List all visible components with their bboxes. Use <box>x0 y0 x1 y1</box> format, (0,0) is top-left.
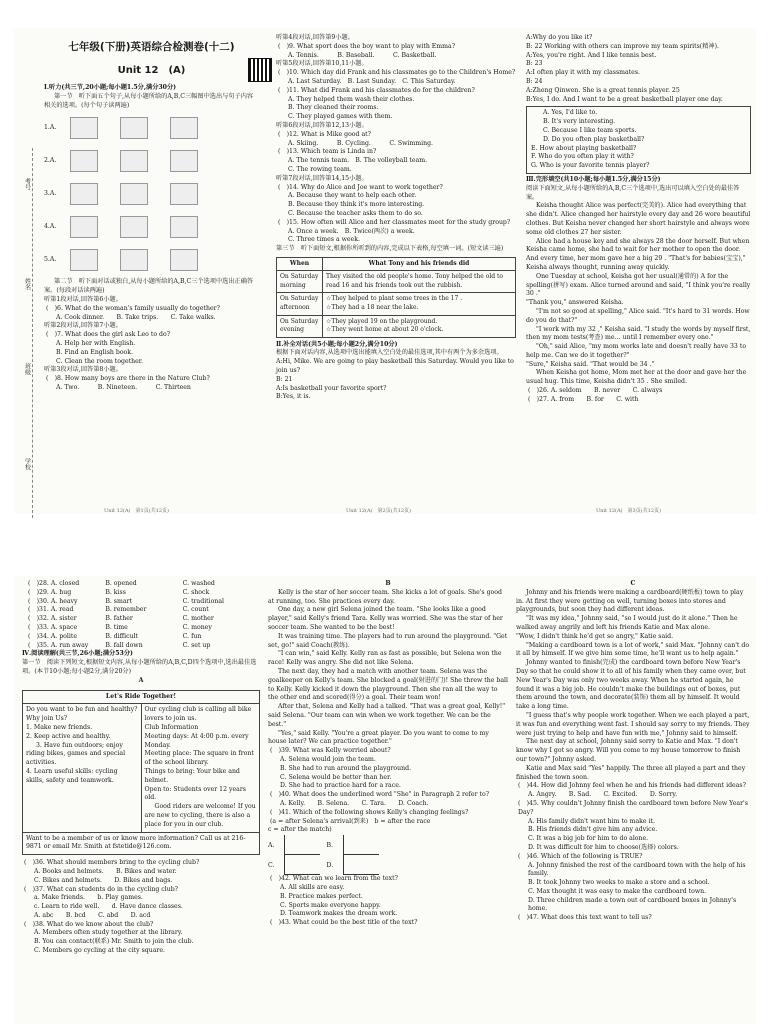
option-line: A. Yes, I'd like to. <box>543 109 598 117</box>
question-line: 听第7段对话,回答第14,15小题。 <box>276 174 368 182</box>
graph-option <box>268 842 326 849</box>
table-line: They visited the old people's home. Tony helped the old to read 16 and his friends took out the rubbish. <box>326 273 504 289</box>
column-1: 七年级(下册)英语综合检测卷(十二) Unit 12 (A) Ⅰ.听力(共三节,20小题;每小题1.5分,满分30分) 第一节 听下面五个句子,从每小题所给的A,B,C三幅图中选出与句子内容相关的选项。(每个句子读两遍) 1.A. 2.A. 3.A. 4.A. 5.A. 第二节 听下面对话或独白,从每小题所给的A,B,C三个选项中选出正确答案。(每段对话读两遍) 听第1段对话,回答第6小题。 ( )6. What do the woman's family usually do together? A. Cook dinner. B. Take trips. C. Take walks. 听第2段对话,回答第7小题。 ( )7. What does the girl ask Leo to do? A. Help her with English. B. Find an English book. C. Clean the room together. 听第3段对话,回答第8小题。 ( )8. How many boys are there in the Nature Club? A. Two. B. Nineteen. C. Thirteen Unit 12(A) 第1页(共12页) <box>44 34 259 393</box>
table-cell <box>323 271 516 293</box>
advert-line: Club Information <box>144 723 199 731</box>
feeling-graph-image <box>284 835 320 855</box>
advert-line: Our cycling club is calling all bike lovers to join us. <box>144 706 252 723</box>
passage-line: (a = after Selena's arrival(到来) b = after the race <box>270 817 431 825</box>
option-text: C. traditional <box>182 597 225 605</box>
question-number: 3.A. <box>44 190 57 198</box>
passage-line: B. His friends didn't give him any advice. <box>528 826 658 834</box>
passage-line: A. Johnny finished the rest of the cardboard town with the help of his family. <box>528 861 746 878</box>
passage-line: 阅读下面短文,从每小题所给的A,B,C三个选项中,选出可以填入空白处的最佳答案。 <box>526 184 740 201</box>
dialogue-line: B: 24 <box>526 77 543 85</box>
option-text: B. smart <box>105 597 132 605</box>
illustration-image <box>120 216 148 238</box>
advert-line: 3. Have fun outdoors; enjoy riding bikes, games and special activities. <box>26 741 126 767</box>
option-text: B. difficult <box>105 632 139 640</box>
passage-line: ( )39. What was Kelly worried about? <box>270 747 391 755</box>
dialogue-line: A:Yes, you're right. And I like tennis best. <box>526 51 657 59</box>
passage-line: C. Max thought it was easy to make the cardboard town. <box>528 887 707 895</box>
passage-line: B <box>385 580 391 587</box>
cloze-option-row <box>28 598 260 607</box>
passage-line: c = after the match) <box>268 826 332 834</box>
dialogue-line: 根据下面对话内容,从选项中选出能填入空白处的最佳选项,其中有两个为多余选项。 <box>276 349 503 357</box>
question-line: A. Tennis. B. Baseball. C. Basketball. <box>288 51 437 59</box>
passage-line: D. Three children made a town out of cardboard boxes in Johnny's home. <box>528 896 737 913</box>
picture-question-row <box>44 179 259 209</box>
graph-label: D. <box>326 861 334 869</box>
question-line: ( )43. What could be the best title of the text? <box>270 919 418 927</box>
advert-line: Things to bring: Your bike and helmet. <box>144 767 240 784</box>
question-line: ( )37. What can students do in the cycling club? <box>24 885 178 893</box>
instruction-line: Ⅳ.阅读理解(共三节,26小题;满分53分) <box>22 650 133 658</box>
advert-line: 2. Keep active and healthy. <box>26 732 111 740</box>
passage-line: D. She had to practice hard for a race. <box>280 782 401 790</box>
passage-line: ( )46. Which of the following is TRUE? <box>518 852 643 860</box>
column-2: 听第4段对话,回答第9小题。 ( )9. What sport does the boy want to play with Emma? A. Tennis. B. Baseball. C. Basketball. 听第5段对话,回答第10,11小题。 ( )10. Which day did Frank and his classmates go to the Children's Home? A. Last Saturday. B. Last Sunday. C. This Saturday. ( )11. What did Frank and his classmates do for the children? A. They helped them wash their clothes. B. They cleaned their rooms. C. They played games with them. 听第6段对话,回答第12,13小题。 ( )12. What is Mike good at? A. Skiing. B. Cycling. C. Swimming. ( )13. Which team is Linda in? A. The tennis team. B. The volleyball team. C. The rowing team. 听第7段对话,回答第14,15小题。 ( )14. Why do Alice and Joe want to work together? A. Because they want to help each other. B. Because they think it's more interesting. C. Because the teacher asks them to do so. ( )15. How often will Alice and her classmates meet for the study group? A. Once a week. B. Twice(两次) a week. C. Three times a week. 第三节 听下面短文,根据你所听到的内容,完成以下表格,每空填一词。(短文读三遍) When What Tony and his friends did On Saturday morning They visited the old people's home. Tony helped the old to read 16 and his friends took out the rubbish. On Saturday afternoon ☆They helped to plant some trees in the 17 . ☆They had a 18 near the lake. On Saturday evening ☆They played 19 on the playground. ☆They went home at about 20 o'clock. Ⅱ.补全对话(共5小题;每小题2分,满分10分) 根据下面对话内容,从选项中选出能填入空白处的最佳选项,其中有两个为多余选项。 A:Hi, Mike. We are going to play basketball this Saturday. Would you like to join us? B: 21 A:Is basketball your favorite sport? B:Yes, it is. Unit 12(A) 第2页(共12页) <box>276 34 516 514</box>
option-line: F. Who do you often play it with? <box>531 153 634 161</box>
question-line: ( )42. What can we learn from the text? <box>270 875 398 883</box>
question-line: A. They helped them wash their clothes. <box>288 95 415 103</box>
passage-line: "I'm not so good at spelling," Alice said. "It's hard to 31 words. How do you do that?" <box>526 307 750 324</box>
question-line: 听第4段对话,回答第9小题。 <box>276 34 354 41</box>
side-label: 班级 <box>23 363 31 375</box>
question-line: C. Sports make everyone happy. <box>280 901 381 909</box>
cloze-section <box>526 176 751 405</box>
question-line: ( )13. Which team is Linda in? <box>278 148 377 156</box>
page-title: 七年级(下册)英语综合检测卷(十二) <box>68 41 235 53</box>
unit-title: Unit 12 (A) <box>117 64 186 76</box>
question-line: 听第3段对话,回答第8小题。 <box>44 366 122 374</box>
section-instruction: 第二节 听下面对话或独白,从每小题所给的A,B,C三个选项中选出正确答案。(每段对话读两遍) <box>44 278 254 295</box>
option-text: B. fall down <box>105 641 143 649</box>
illustration-image <box>120 249 148 271</box>
picture-question-row <box>44 146 259 176</box>
illustration-image <box>120 183 148 205</box>
table-cell <box>323 315 516 337</box>
question-line: ( )14. Why do Alice and Joe want to work together? <box>278 183 443 191</box>
question-line: ( )36. What should members bring to the cycling club? <box>24 859 200 867</box>
option-line: B. It's very interesting. <box>543 118 616 126</box>
question-line: A. All skills are easy. <box>280 883 345 891</box>
question-line: B. Because they think it's more interesting. <box>288 201 425 209</box>
picture-questions <box>44 113 259 275</box>
advert-line: Why join Us? <box>26 715 68 723</box>
listening-table <box>276 257 516 338</box>
question-line: A. abc B. bcd C. abd D. acd <box>34 911 151 919</box>
passage-line: The next day at school, Johnny said sorry to Katie and Max. "I don't know why I got so angry. Will you come to my house tomorrow to finish our town?" Johnny asked. <box>516 738 741 763</box>
option-text: C. fun <box>182 632 202 640</box>
dialogue-line: Ⅱ.补全对话(共5小题;每小题2分,满分10分) <box>276 340 398 348</box>
illustration-image <box>170 216 198 238</box>
passage-line: Ⅲ.完形填空(共10小题;每小题1.5分,满分15分) <box>526 175 661 183</box>
passage-line: "I work with my 32 ," Keisha said. "I study the words by myself first, then my mom tests(考查) me… until I remember every one." <box>526 325 751 342</box>
listening-questions-2 <box>276 34 516 254</box>
passage-line: B. It took Johnny two weeks to make a store and a school. <box>528 879 710 887</box>
passage-line: C <box>630 580 636 587</box>
passage-label: A <box>138 676 144 684</box>
option-text: ( )35. A. run away <box>28 641 89 649</box>
illustration-image <box>120 150 148 172</box>
question-line: A. Last Saturday. B. Last Sunday. C. This Saturday. <box>288 77 456 85</box>
question-number: 1.A. <box>44 124 57 132</box>
passage-c <box>516 580 750 923</box>
dialogue-line: B: 21 <box>276 375 293 383</box>
passage-b-questions <box>268 875 508 928</box>
advert-line: Meeting days: At 4:00 p.m. every Monday. <box>144 732 249 749</box>
table-header: When <box>277 257 323 271</box>
graph-option <box>326 862 385 869</box>
passage-line: "Sure," Keisha said. "That would be 34 ." <box>526 360 655 368</box>
option-line: C. Because I like team sports. <box>543 126 637 134</box>
dialogue-section <box>276 341 516 403</box>
dialogue-line: B: 22 Working with others can improve my team spirits(精神). <box>526 42 719 50</box>
advert-title: Let's Ride Together! <box>23 691 259 705</box>
graph-option <box>326 842 385 849</box>
passage-line: Johnny and his friends were making a cardboard(硬纸板) town to play in. At first they were getting on well, turning boxes into stores and playgrounds, but soon they had different ideas. <box>516 588 744 614</box>
option-text: ( )32. A. sister <box>28 615 77 623</box>
instruction-line: 第一节 阅读下列短文,根据短文内容,从每小题所给的A,B,C,D四个选项中,选出最佳选项。(本节10小题;每小题2分,满分20分) <box>22 659 257 675</box>
question-line: C. Because the teacher asks them to do so. <box>288 209 423 217</box>
passage-line: "It was my idea," Johnny said, "so I would just do it alone." Then he walked away angrily and left his friends Katie and Max alone. <box>516 615 738 631</box>
question-number: 5.A. <box>44 256 57 264</box>
table-cell: On Saturday evening <box>277 315 323 337</box>
option-text: C. count <box>182 606 209 614</box>
passage-line: A. Angry. B. Sad. C. Excited. D. Sorry. <box>528 791 678 799</box>
cloze-option-row <box>28 615 260 624</box>
dialogue-line: A:Hi, Mike. We are going to play basketball this Saturday. Would you like to join us? <box>276 358 514 374</box>
question-line: 第三节 听下面短文,根据你所听到的内容,完成以下表格,每空填一词。(短文读三遍) <box>276 245 504 253</box>
graph-option <box>268 862 326 869</box>
question-line: D. Teamwork makes the dream work. <box>280 910 398 918</box>
feeling-graph-image <box>343 855 379 875</box>
question-line: C. They played games with them. <box>288 113 393 121</box>
passage-line: A. Kelly. B. Selena. C. Tara. D. Coach. <box>280 799 429 807</box>
question-line: ( )38. What do we know about the club? <box>24 920 154 928</box>
feeling-graph-image <box>284 855 320 875</box>
dialogue-line: A:Why do you like it? <box>526 34 593 41</box>
table-row <box>277 271 516 293</box>
option-line: G. Who is your favorite tennis player? <box>531 162 650 170</box>
side-label: 考号 <box>23 178 31 190</box>
passage-line: Johnny wanted to finish(完成) the cardboard town before New Year's Day so that he could show it to all of his family when they came over, but New Year's Day was only two weeks away. When he started again, he found it was a big job. He couldn't make the buildings out of boxes, put them around the town, and decorate(装饰) them all by himself. It would take a long time. <box>516 659 746 711</box>
illustration-image <box>70 117 98 139</box>
option-text: ( )29. A. hug <box>28 588 72 596</box>
question-line: ( )6. What do the woman's family usually do together? <box>46 304 220 312</box>
illustration-image <box>170 249 198 271</box>
dialogue-line: B: 23 <box>526 60 543 68</box>
table-line: ☆They helped to plant some trees in the 17 . <box>326 295 463 303</box>
question-line: B. They cleaned their rooms. <box>288 104 379 112</box>
illustration-image <box>120 117 148 139</box>
column-6 <box>516 580 750 923</box>
question-line: ( )9. What sport does the boy want to play with Emma? <box>278 42 456 50</box>
question-line: A. Help her with English. <box>56 340 136 348</box>
passage-line: "Yes," said Kelly. "You're a great player. Do you want to come to my house later? We can practice together." <box>268 729 489 746</box>
club-advert <box>22 690 260 856</box>
cloze-option-row <box>28 633 260 642</box>
dialogue-continued <box>526 34 751 104</box>
illustration-image <box>170 117 198 139</box>
question-line: ( )8. How many boys are there in the Nature Club? <box>46 375 210 383</box>
passage-line: ( )44. How did Johnny feel when he and his friends had different ideas? <box>518 782 746 790</box>
question-line: C. Bikes and helmets. D. Bikes and bags. <box>34 876 173 884</box>
passage-line: ( )45. Why couldn't Johnny finish the cardboard town before New Year's Day? <box>518 799 748 816</box>
dialogue-line: B:Yes, I do. And I want to be a great basketball player one day. <box>526 95 723 103</box>
advert-line: Good riders are welcome! If you are new to cycling, there is also a place for you in our club. <box>144 803 256 828</box>
passage-line: "I guess that's why people work together. When we each played a part, it was fun and everything went fast. I should say sorry to my friends. They were just trying to help and have fun with me," Johnny said to himself. <box>516 711 750 737</box>
cloze-option-row <box>28 589 260 598</box>
table-row <box>277 315 516 337</box>
question-line: C. Members go cycling at the city square. <box>34 947 166 955</box>
graph-label: B. <box>326 841 333 849</box>
table-cell: On Saturday afternoon <box>277 293 323 315</box>
side-label: 学校 <box>23 458 31 470</box>
illustration-image <box>170 183 198 205</box>
advert-contact: Want to be a member of us or know more information? Call us at 216-9871 or email Mr. Smith at fstetide@126.com. <box>23 832 259 855</box>
option-text: ( )34. A. polite <box>28 632 78 640</box>
passage-line: After that, Selena and Kelly had a talked. "That was a great goal, Kelly!" said Selena. "Our team can win when we work together. We can be the best." <box>268 703 506 728</box>
reading-heading <box>22 650 260 676</box>
passage-line: "Oh," said Alice, "my mom works late and doesn't really have 33 to help me. Can we do it together?" <box>526 343 747 359</box>
question-line: A. Once a week. B. Twice(两次) a week. <box>288 227 415 235</box>
bottom-sheet <box>14 576 756 1024</box>
question-number: 4.A. <box>44 223 57 231</box>
question-line: A. Two. B. Nineteen. C. Thirteen <box>56 384 191 392</box>
table-row <box>277 293 516 315</box>
passage-line: C. It was a big job for him to do alone. <box>528 835 649 843</box>
option-text: C. set up <box>182 641 211 649</box>
cloze-options <box>22 580 260 650</box>
passage-line: A. His family didn't want him to make it. <box>528 817 655 825</box>
picture-question-row <box>44 245 259 275</box>
question-line: C. The rowing team. <box>288 165 352 173</box>
listening-questions <box>44 296 259 393</box>
passage-line: ( )27. A. from B. for C. with <box>528 395 639 403</box>
dialogue-line: B:Yes, it is. <box>276 393 311 401</box>
question-line: B. Find an English book. <box>56 348 133 356</box>
table-header: What Tony and his friends did <box>323 257 516 271</box>
illustration-image <box>70 216 98 238</box>
passage-line: "Thank you," answered Keisha. <box>526 299 624 307</box>
option-text: B. father <box>105 615 133 623</box>
binding-margin <box>32 148 42 518</box>
question-line: C. Three times a week. <box>288 236 360 244</box>
question-line: c. Learn to ride well. d. Have dance classes. <box>34 903 183 911</box>
option-text: C. money <box>182 623 212 631</box>
cloze-option-row <box>28 624 260 633</box>
passage-line: Kelly is the star of her soccer team. She kicks a lot of goals. She's good at running, too. She practices every day. <box>268 588 502 605</box>
passage-line: D. It was difficult for him to choose(选择) colors. <box>528 843 679 851</box>
passage-line: "I can win," said Kelly. Kelly ran as fast as possible, but Selena won the race! Kelly was angry. She did not like Selena. <box>268 650 502 667</box>
dialogue-line: A:I often play it with my classmates. <box>526 69 640 77</box>
question-line: ( )7. What does the girl ask Leo to do? <box>46 331 171 339</box>
qr-code <box>248 58 272 82</box>
top-sheet <box>14 28 756 514</box>
question-line: 听第5段对话,回答第10,11小题。 <box>276 60 368 68</box>
dialogue-line: A:Zheng Qinwen. She is a great tennis player. 25 <box>526 86 680 94</box>
passage-line: Alice had a house key and she always 28 the door herself. But when Keisha came home, she had to wait for her mother to open the door. And every time, her mom gave her a big 29 . "That's for babies(宝宝)," Keisha always thought, running away quickly. <box>526 237 750 271</box>
passage-line: "Wow, I didn't think he'd get so angry," Katie said. <box>516 632 674 640</box>
advert-line: 1. Make new friends. <box>26 723 93 731</box>
passage-b <box>268 580 508 835</box>
passage-line: B. She had to run around the playground. <box>280 764 412 772</box>
passage-line: "Making a cardboard town is a lot of work," said Max. "Johnny can't do it all by himself. If we give him some time, he'll want us to help again." <box>516 641 750 658</box>
column-3: A:Why do you like it? B: 22 Working with others can improve my team spirits(精神). A:Yes, you're right. And I like tennis best. B: 23 A:I often play it with my classmates. B: 24 A:Zheng Qinwen. She is a great tennis player. 25 B:Yes, I do. And I want to be a great basketball player one day. A. Yes, I'd like to. B. It's very interesting. C. Because I like team sports. D. Do you often play basketball? E. How about playing basketball? F. Who do you often play it with? G. Who is your favorite tennis player? Ⅲ.完形填空(共10小题;每小题1.5分,满分15分) 阅读下面短文,从每小题所给的A,B,C三个选项中,选出可以填入空白处的最佳答案。 Keisha thought Alice was perfect(完美的). Alice had everything that she didn't. Alice changed her hairstyle every day and 26 wore beautiful clothes. But Keisha never changed her short hairstyle and always wore some old clothes 27 her sister. Alice had a house key and she always 28 the door herself. But when Keisha came home, she had to wait for her mother to open the door. And every time, her mom gave her a big 29 . "That's for babies(宝宝)," Keisha always thought, running away quickly. One Tuesday at school, Keisha got her usual(通常的) A for the spelling(拼写) exam. Alice turned around and said, "I think you're really 30 ." "Thank you," answered Keisha. "I'm not so good at spelling," Alice said. "It's hard to 31 words. How do you do that?" "I work with my 32 ," Keisha said. "I study the words by myself first, then my mom tests(考查) me… until I remember every one." "Oh," said Alice, "my mom works late and doesn't really have 33 to help me. Can we do it together?" "Sure," Keisha said. "That would be 34 ." When Keisha got home, Mom met her at the door and gave her the usual hug. This time, Keisha didn't 35 . She smiled. ( )26. A. seldom B. never C. always ( )27. A. from B. for C. with Unit 12(A) 第3页(共12页) <box>526 34 751 514</box>
illustration-image <box>170 150 198 172</box>
option-text: B. kiss <box>105 588 126 596</box>
column-5 <box>268 580 508 928</box>
option-text: C. washed <box>182 580 215 587</box>
option-text: B. opened <box>105 580 137 587</box>
question-line: ( )11. What did Frank and his classmates do for the children? <box>278 86 475 94</box>
option-text: B. time <box>105 623 128 631</box>
passage-line: One Tuesday at school, Keisha got her usual(通常的) A for the spelling(拼写) exam. Alice turned around and said, "I think you're really 30 ." <box>526 272 751 298</box>
passage-line: ( )41. Which of the following shows Kelly's changing feelings? <box>270 808 469 816</box>
question-line: ( )15. How often will Alice and her classmates meet for the study group? <box>278 218 511 226</box>
table-line: ☆They had a 18 near the lake. <box>326 303 419 311</box>
option-text: ( )28. A. closed <box>28 580 80 587</box>
question-line: A. Cook dinner. B. Take trips. C. Take walks. <box>56 313 216 321</box>
illustration-image <box>70 150 98 172</box>
advert-line: 4. Learn useful skills: cycling skills, safety and teamwork. <box>26 767 118 784</box>
passage-line: It was training time. The players had to run around the playground. "Get set, go!" said Coach(教练). <box>268 632 508 649</box>
table-line: ☆They played 19 on the playground. <box>326 317 438 325</box>
picture-question-row <box>44 212 259 242</box>
question-line: a. Make friends. b. Play games. <box>34 894 143 902</box>
option-text: ( )33. A. space <box>28 623 78 631</box>
question-line: A. Members often study together at the library. <box>34 929 183 937</box>
passage-line: When Keisha got home, Mom met her at the door and gave her the usual hug. This time, Keisha didn't 35 . She smiled. <box>526 369 747 386</box>
question-line: 听第2段对话,回答第7小题。 <box>44 322 122 330</box>
dialogue-options <box>526 106 751 174</box>
option-text: ( )31. A. read <box>28 606 74 614</box>
passage-line: The next day, they had a match with another team. Selena was the goalkeeper on Kelly's team. She blocked a goal(射进的门)! She threw the ball to Kelly. Kelly kicked it down the playground. Then she ran all the way to the other end and scored(得分) a goal. Their team won! <box>268 667 508 702</box>
cloze-option-row <box>28 580 260 589</box>
advert-line: Meeting place: The square in front of the school library. <box>144 750 254 767</box>
option-text: B. remember <box>105 606 147 614</box>
question-line: C. Clean the room together. <box>56 357 144 365</box>
illustration-image <box>70 183 98 205</box>
table-line: ☆They went home at about 20 o'clock. <box>326 326 444 334</box>
question-line: A. Because they want to help each other. <box>288 192 417 200</box>
graph-label: A. <box>268 841 275 849</box>
option-line: D. Do you often play basketball? <box>543 135 645 143</box>
passage-line: ( )40. What does the underlined word "She" in Paragraph 2 refer to? <box>270 791 490 799</box>
option-text: C. shock <box>182 588 210 596</box>
table-cell <box>323 293 516 315</box>
cloze-option-row <box>28 606 260 615</box>
advert-left <box>23 704 141 831</box>
dialogue-line: A:Is basketball your favorite sport? <box>276 384 387 392</box>
side-label: 姓名 <box>23 278 31 290</box>
option-text: C. mother <box>182 615 214 623</box>
advert-line: Open to: Students over 12 years old. <box>144 785 246 802</box>
question-line: B. Practice makes perfect. <box>280 892 363 900</box>
section-instruction: 第一节 听下面五个句子,从每小题所给的A,B,C三幅图中选出与句子内容相关的选项。(每个句子读两遍) <box>44 92 254 109</box>
passage-line: One day, a new girl Selena joined the team. "She looks like a good player," said Kelly's friend Tara. Kelly was worried. She was the star of her soccer team. She wanted to be the best! <box>268 606 503 631</box>
question-line: 听第1段对话,回答第6小题。 <box>44 296 122 304</box>
table-cell: On Saturday morning <box>277 271 323 293</box>
passage-a-questions <box>22 859 260 956</box>
question-line: A. The tennis team. B. The volleyball team. <box>288 157 428 165</box>
question-line: A. Skiing. B. Cycling. C. Swimming. <box>288 139 434 147</box>
illustration-image <box>70 249 98 271</box>
passage-line: C. Selena would be better than her. <box>280 773 392 781</box>
passage-line: ( )26. A. seldom B. never C. always <box>528 387 663 395</box>
advert-line: Do you want to be fun and healthy? <box>26 706 138 714</box>
question-line: 听第6段对话,回答第12,13小题。 <box>276 121 368 129</box>
question-number: 2.A. <box>44 157 57 165</box>
feeling-graph-image <box>343 835 379 855</box>
section-heading: Ⅰ.听力(共三节,20小题;每小题1.5分,满分30分) <box>44 84 177 92</box>
passage-line: ( )47. What does this text want to tell us? <box>518 914 652 922</box>
option-text: ( )30. A. heavy <box>28 597 78 605</box>
passage-line: Katie and Max said "Yes" happily. The three all played a part and they finished the town soon. <box>516 764 746 781</box>
passage-line: A. Selena would join the team. <box>280 755 376 763</box>
graph-label: C. <box>268 861 275 869</box>
option-line: E. How about playing basketball? <box>531 144 637 152</box>
picture-question-row <box>44 113 259 143</box>
passage-line: Keisha thought Alice was perfect(完美的). Alice had everything that she didn't. Alice changed her hairstyle every day and 26 wore beautiful clothes. But Keisha never changed her short hairstyle and always wore some old clothes 27 her sister. <box>526 202 751 236</box>
question-line: B. You can contact(联系) Mr. Smith to join the club. <box>34 938 194 946</box>
feeling-graphs <box>268 835 508 875</box>
question-line: ( )10. Which day did Frank and his classmates go to the Children's Home? <box>278 69 516 77</box>
column-4 <box>22 580 260 956</box>
question-line: A. Books and helmets. B. Bikes and water. <box>34 867 177 875</box>
advert-right <box>141 704 260 831</box>
question-line: ( )12. What is Mike good at? <box>278 130 371 138</box>
